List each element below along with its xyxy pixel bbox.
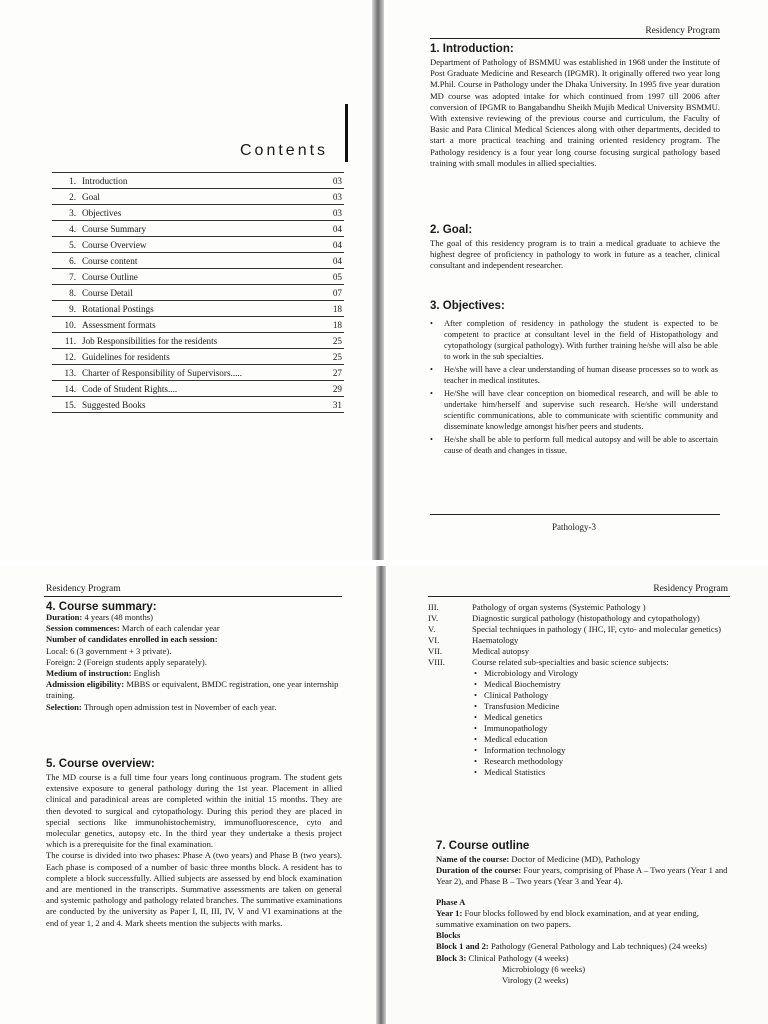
contents-accent-bar — [345, 104, 348, 162]
candidates-label: Number of candidates enrolled in each session: — [46, 634, 218, 645]
contents-row — [52, 173, 344, 189]
subject-item: • Microbiology and Virology — [474, 668, 724, 679]
contents-row — [52, 365, 344, 381]
medium-label: Medium of instruction: — [46, 668, 132, 679]
overview-paragraph-1: The MD course is a full time four years long continuous program. The student gets extensive exposure to general pathology during the 1st year. Placement in allied clinical and paradinical areas are completed within the initial 15 months. They are then devoted to surgical and cytopathology. During this period they are placed in special sections like immunohistochemistry, immunofluorescence, cyto and molecular genetics, autopsy etc. In the third year they undertake a thesis project which is a prerequisite for the final examination. — [46, 772, 342, 850]
subject-item: • Medical Statistics — [474, 767, 724, 778]
overview-paragraph-2: The course is divided into two phases: Phase A (two years) and Phase B (two years). Each phase is composed of a number of basic three months block. A resident has to complete a block successfully. Allied subjects are assessed by end block examination and are mentioned in the transcripts. Summative assessments are taken on general and systemic pathology and pathology related branches. The summative examinations are conducted by the university as Paper I, II, III, IV, V and VI examinations at the end of year 1, 2 and 4. Mark sheets mention the subjects with marks. — [46, 850, 342, 928]
contents-label: Job Responsibilities for the residents — [80, 333, 300, 349]
course-name-value: Doctor of Medicine (MD), Pathology — [511, 854, 641, 864]
content-item-number: V. — [428, 624, 436, 634]
subject-item: • Transfusion Medicine — [474, 701, 724, 712]
contents-number: 15. — [52, 397, 80, 413]
selection-value: Through open admission test in November of each year. — [83, 701, 277, 712]
contents-number: 1. — [52, 173, 80, 189]
contents-label: Course Overview — [80, 237, 300, 253]
phase-a-heading: Phase A — [436, 896, 466, 907]
objectives-heading: 3. Objectives: — [430, 300, 505, 312]
subject-item: • Medical education — [474, 734, 724, 745]
book-spine-bottom — [376, 566, 386, 1024]
content-item — [428, 624, 724, 635]
contents-number: 8. — [52, 285, 80, 301]
content-item — [428, 613, 724, 624]
content-item-number: VI. — [428, 635, 440, 645]
block3-value: Clinical Pathology (4 weeks) — [468, 952, 569, 963]
content-item — [428, 602, 724, 613]
contents-table — [52, 172, 344, 413]
goal-paragraph: The goal of this residency program is to train a medical graduate to achieve the highest degree of proficiency in pathology to work in future as a teacher, clinical consultant and independent researcher. — [430, 238, 720, 271]
contents-page-number: 03 — [300, 173, 344, 189]
contents-number: 2. — [52, 189, 80, 205]
contents-page-number: 29 — [300, 381, 344, 397]
course-outline — [436, 854, 732, 986]
contents-page-number: 04 — [300, 221, 344, 237]
contents-label: Charter of Responsibility of Supervisors..... — [80, 365, 300, 381]
objective-item: • He/she will have a clear understanding of human disease processes so to work as teacher in medical institutes. — [430, 364, 718, 386]
contents-label: Assessment formats — [80, 317, 300, 333]
course-name-label: Name of the course: — [436, 854, 510, 864]
contents-page-number: 07 — [300, 285, 344, 301]
content-item — [428, 657, 724, 668]
contents-label: Goal — [80, 189, 300, 205]
contents-label: Course content — [80, 253, 300, 269]
block12-label: Block 1 and 2: — [436, 941, 489, 952]
contents-row — [52, 269, 344, 285]
session-label: Session commences: — [46, 623, 120, 634]
contents-page-number: 05 — [300, 269, 344, 285]
content-item-number: VII. — [428, 646, 443, 656]
content-item — [428, 635, 724, 646]
introduction-text — [430, 57, 720, 169]
goal-heading: 2. Goal: — [430, 224, 473, 236]
course-overview-text — [46, 772, 342, 929]
contents-label: Objectives — [80, 205, 300, 221]
course-duration-value: Four years, comprising of Phase A – Two years (Year 1 and Year 2), and Phase B – Two years (Year 3 and Year 4). — [436, 865, 728, 887]
year1-value: Four blocks followed by end block examination, and at year ending, summative examination on two papers. — [436, 907, 699, 930]
contents-page-number: 03 — [300, 205, 344, 221]
foreign-candidates: Foreign: 2 (Foreign students apply separately). — [46, 656, 207, 667]
content-item-text: Medical autopsy — [472, 646, 530, 656]
content-item — [428, 646, 724, 657]
contents-label: Suggested Books — [80, 397, 300, 413]
contents-page-number: 18 — [300, 301, 344, 317]
contents-row — [52, 397, 344, 413]
content-item-text: Course related sub-specialties and basic science subjects: — [472, 657, 669, 667]
subject-item: • Medical Biochemistry — [474, 679, 724, 690]
contents-row — [52, 333, 344, 349]
contents-row — [52, 237, 344, 253]
content-item-text: Pathology of organ systems (Systemic Pathology ) — [472, 602, 646, 612]
content-item-number: III. — [428, 602, 439, 612]
subject-item: • Information technology — [474, 745, 724, 756]
contents-number: 7. — [52, 269, 80, 285]
contents-label: Code of Student Rights.... — [80, 381, 300, 397]
subject-item: • Medical genetics — [474, 712, 724, 723]
subjects-list — [428, 668, 724, 778]
contents-label: Guidelines for residents — [80, 349, 300, 365]
duration-label: Duration: — [46, 612, 83, 622]
goal-text — [430, 238, 720, 272]
objective-item: • After completion of residency in pathology the student is expected to be competent to practice at consultant level in the field of Histopathology and cytopathology (surgical pathology). With further training he/she will also be able to work in the sub specialties. — [430, 318, 718, 362]
header-rule — [430, 38, 720, 39]
block12-value: Pathology (General Pathology and Lab techniques) (24 weeks) — [490, 941, 707, 952]
contents-row — [52, 381, 344, 397]
contents-label: Course Outline — [80, 269, 300, 285]
contents-label: Course Detail — [80, 285, 300, 301]
local-candidates: Local: 6 (3 government + 3 private). — [46, 645, 172, 656]
objective-item: • He/she shall be able to perform full medical autopsy and will be able to ascertain cause of death and changes in tissue. — [430, 434, 718, 456]
contents-row — [52, 317, 344, 333]
course-duration-label: Duration of the course: — [436, 865, 522, 876]
session-value: March of each calendar year — [121, 623, 220, 634]
subject-item: • Research methodology — [474, 756, 724, 767]
contents-number: 9. — [52, 301, 80, 317]
running-head: Residency Program — [645, 26, 720, 36]
objectives-list — [430, 318, 718, 458]
page-footer: Pathology-3 — [552, 522, 596, 532]
contents-row — [52, 253, 344, 269]
contents-page-number: 18 — [300, 317, 344, 333]
contents-page-number: 04 — [300, 253, 344, 269]
content-item-number: IV. — [428, 613, 439, 623]
contents-number: 12. — [52, 349, 80, 365]
contents-page-number: 31 — [300, 397, 344, 413]
medium-value: English — [133, 668, 160, 679]
contents-page-number: 04 — [300, 237, 344, 253]
footer-rule — [430, 514, 720, 515]
contents-number: 4. — [52, 221, 80, 237]
contents-number: 11. — [52, 333, 80, 349]
introduction-page — [388, 0, 768, 560]
introduction-heading: 1. Introduction: — [430, 43, 514, 55]
contents-title: Contents — [240, 142, 329, 159]
book-spine-top — [372, 0, 384, 560]
contents-number: 13. — [52, 365, 80, 381]
running-head: Residency Program — [653, 584, 728, 594]
contents-row — [52, 301, 344, 317]
course-outline-heading: 7. Course outline — [436, 840, 530, 852]
block3-virology: Virology (2 weeks) — [502, 975, 569, 986]
running-head: Residency Program — [46, 584, 121, 594]
contents-page-number: 27 — [300, 365, 344, 381]
course-summary — [46, 612, 342, 713]
header-rule — [44, 596, 342, 597]
contents-label: Course Summary — [80, 221, 300, 237]
contents-number: 6. — [52, 253, 80, 269]
contents-row — [52, 285, 344, 301]
block3-microbiology: Microbiology (6 weeks) — [502, 963, 586, 974]
contents-page-number: 25 — [300, 349, 344, 365]
contents-row — [52, 205, 344, 221]
course-content-list — [428, 602, 724, 778]
objective-item: • He/She will have clear conception on biomedical research, and will be able to undertake him/herself and supervise such research. He/she will understand scientific communications, able to communicate with scientific community and disseminate knowledge amongst his/her peers and students. — [430, 388, 718, 432]
contents-row — [52, 221, 344, 237]
subject-item: • Clinical Pathology — [474, 690, 724, 701]
course-summary-heading: 4. Course summary: — [46, 601, 157, 613]
course-overview-heading: 5. Course overview: — [46, 758, 155, 770]
admission-label: Admission eligibility: — [46, 679, 125, 690]
contents-page-number: 03 — [300, 189, 344, 205]
content-item-text: Diagnostic surgical pathology (histopathology and cytopathology) — [472, 613, 700, 623]
contents-label: Introduction — [80, 173, 300, 189]
year1-label: Year 1: — [436, 907, 463, 918]
contents-page-number: 25 — [300, 333, 344, 349]
contents-row — [52, 189, 344, 205]
block3-label: Block 3: — [436, 952, 467, 963]
content-item-text: Haematology — [472, 635, 519, 645]
contents-number: 14. — [52, 381, 80, 397]
blocks-heading: Blocks — [436, 930, 461, 941]
duration-value: 4 years (48 months) — [84, 612, 153, 622]
contents-number: 5. — [52, 237, 80, 253]
selection-label: Selection: — [46, 701, 82, 712]
contents-number: 10. — [52, 317, 80, 333]
admission-value: MBBS or equivalent, BMDC registration, one year internship training. — [46, 679, 339, 701]
introduction-paragraph: Department of Pathology of BSMMU was established in 1968 under the Institute of Post Graduate Medicine and Research (IPGMR). It originally offered two year long M.Phil. Course in Pathology under the Dhaka University. In 1995 five year duration MD course was adopted intake for which continued from 1997 till 2006 after conversion of IPGMR to Bangabandhu Sheikh Mujib Medical University BSMMU. With extensive reviewing of the previous course and curriculum, the Faculty of Basic and Para Clinical Medical Sciences along with other departments, decided to start a more practical teaching and training oriented residency program. The Pathology residency is a four year long course focusing surgical pathology based training with small modules in allied specialties. — [430, 57, 720, 168]
subject-item: • Immunopathology — [474, 723, 724, 734]
contents-row — [52, 349, 344, 365]
contents-number: 3. — [52, 205, 80, 221]
contents-label: Rotational Postings — [80, 301, 300, 317]
header-rule — [428, 596, 730, 597]
content-item-number: VIII. — [428, 657, 445, 667]
contents-page — [0, 0, 380, 560]
content-item-text: Special techniques in pathology ( IHC, IF, cyto- and molecular genetics) — [472, 624, 721, 634]
